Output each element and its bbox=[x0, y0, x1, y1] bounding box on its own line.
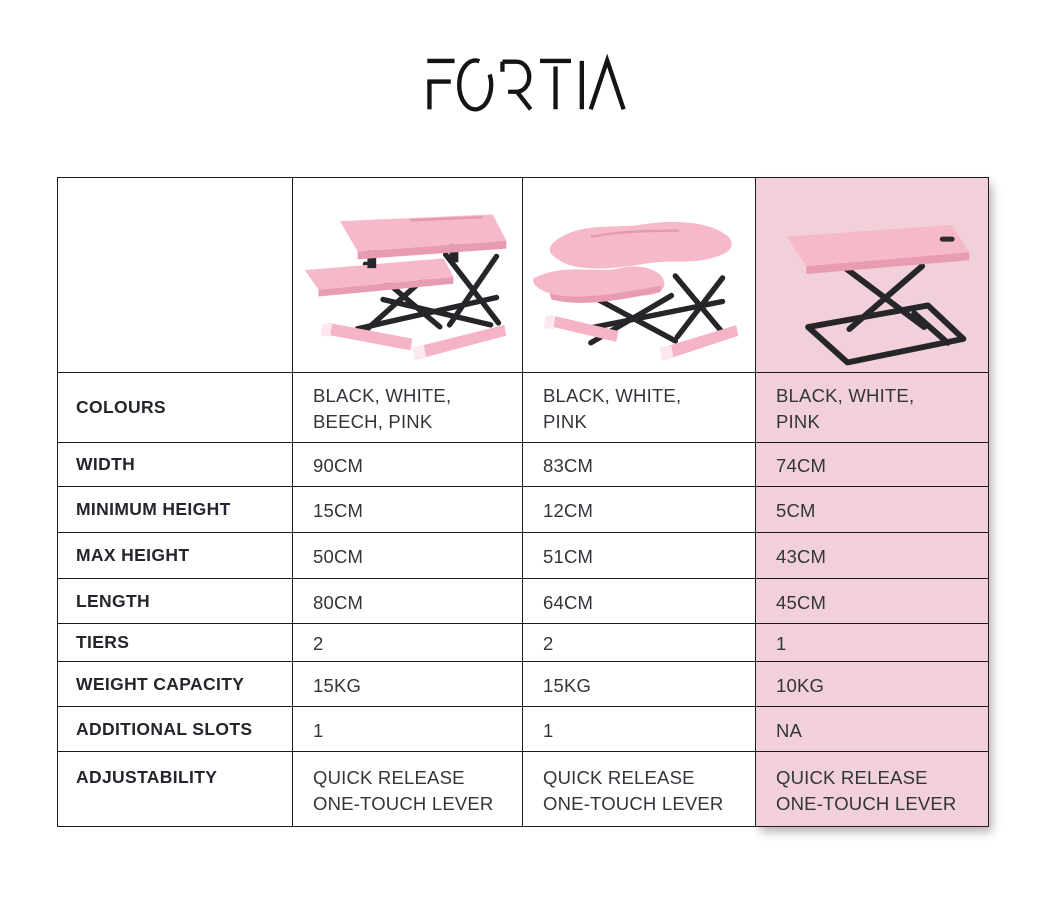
weight-capacity-product-1: 15KG bbox=[293, 662, 523, 707]
desk-riser-slim-icon bbox=[759, 181, 985, 369]
tiers-product-2: 2 bbox=[523, 624, 756, 662]
max-height-product-1: 50CM bbox=[293, 533, 523, 579]
width-product-1: 90CM bbox=[293, 443, 523, 487]
adjustability-product-2: QUICK RELEASE ONE-TOUCH LEVER bbox=[523, 752, 756, 826]
row-label-adjustability: ADJUSTABILITY bbox=[58, 752, 293, 826]
desk-riser-curved-icon bbox=[526, 181, 752, 369]
max-height-product-3: 43CM bbox=[756, 533, 988, 579]
row-label-width: WIDTH bbox=[58, 443, 293, 487]
row-label-max-height: MAX HEIGHT bbox=[58, 533, 293, 579]
row-label-tiers: TIERS bbox=[58, 624, 293, 662]
minimum-height-product-1: 15CM bbox=[293, 487, 523, 533]
brand-header bbox=[0, 52, 1050, 114]
colours-product-2: BLACK, WHITE, PINK bbox=[523, 373, 756, 443]
colours-product-1: BLACK, WHITE, BEECH, PINK bbox=[293, 373, 523, 443]
product-1-image bbox=[293, 178, 523, 373]
product-3-image bbox=[756, 178, 988, 373]
weight-capacity-product-2: 15KG bbox=[523, 662, 756, 707]
row-label-additional-slots: ADDITIONAL SLOTS bbox=[58, 707, 293, 752]
minimum-height-product-3: 5CM bbox=[756, 487, 988, 533]
weight-capacity-product-3: 10KG bbox=[756, 662, 988, 707]
additional-slots-product-1: 1 bbox=[293, 707, 523, 752]
row-label-minimum-height: MINIMUM HEIGHT bbox=[58, 487, 293, 533]
row-label-length: LENGTH bbox=[58, 579, 293, 624]
additional-slots-product-3: NA bbox=[756, 707, 988, 752]
additional-slots-product-2: 1 bbox=[523, 707, 756, 752]
desk-riser-two-tier-icon bbox=[295, 181, 520, 369]
length-product-1: 80CM bbox=[293, 579, 523, 624]
length-product-2: 64CM bbox=[523, 579, 756, 624]
width-product-3: 74CM bbox=[756, 443, 988, 487]
corner-empty-cell bbox=[58, 178, 293, 373]
row-label-colours: COLOURS bbox=[58, 373, 293, 443]
colours-product-3: BLACK, WHITE, PINK bbox=[756, 373, 988, 443]
comparison-table bbox=[57, 177, 989, 827]
product-2-image bbox=[523, 178, 756, 373]
adjustability-product-1: QUICK RELEASE ONE-TOUCH LEVER bbox=[293, 752, 523, 826]
tiers-product-3: 1 bbox=[756, 624, 988, 662]
minimum-height-product-2: 12CM bbox=[523, 487, 756, 533]
max-height-product-2: 51CM bbox=[523, 533, 756, 579]
length-product-3: 45CM bbox=[756, 579, 988, 624]
adjustability-product-3: QUICK RELEASE ONE-TOUCH LEVER bbox=[756, 752, 988, 826]
tiers-product-1: 2 bbox=[293, 624, 523, 662]
width-product-2: 83CM bbox=[523, 443, 756, 487]
fortia-logo bbox=[419, 52, 631, 114]
row-label-weight-capacity: WEIGHT CAPACITY bbox=[58, 662, 293, 707]
